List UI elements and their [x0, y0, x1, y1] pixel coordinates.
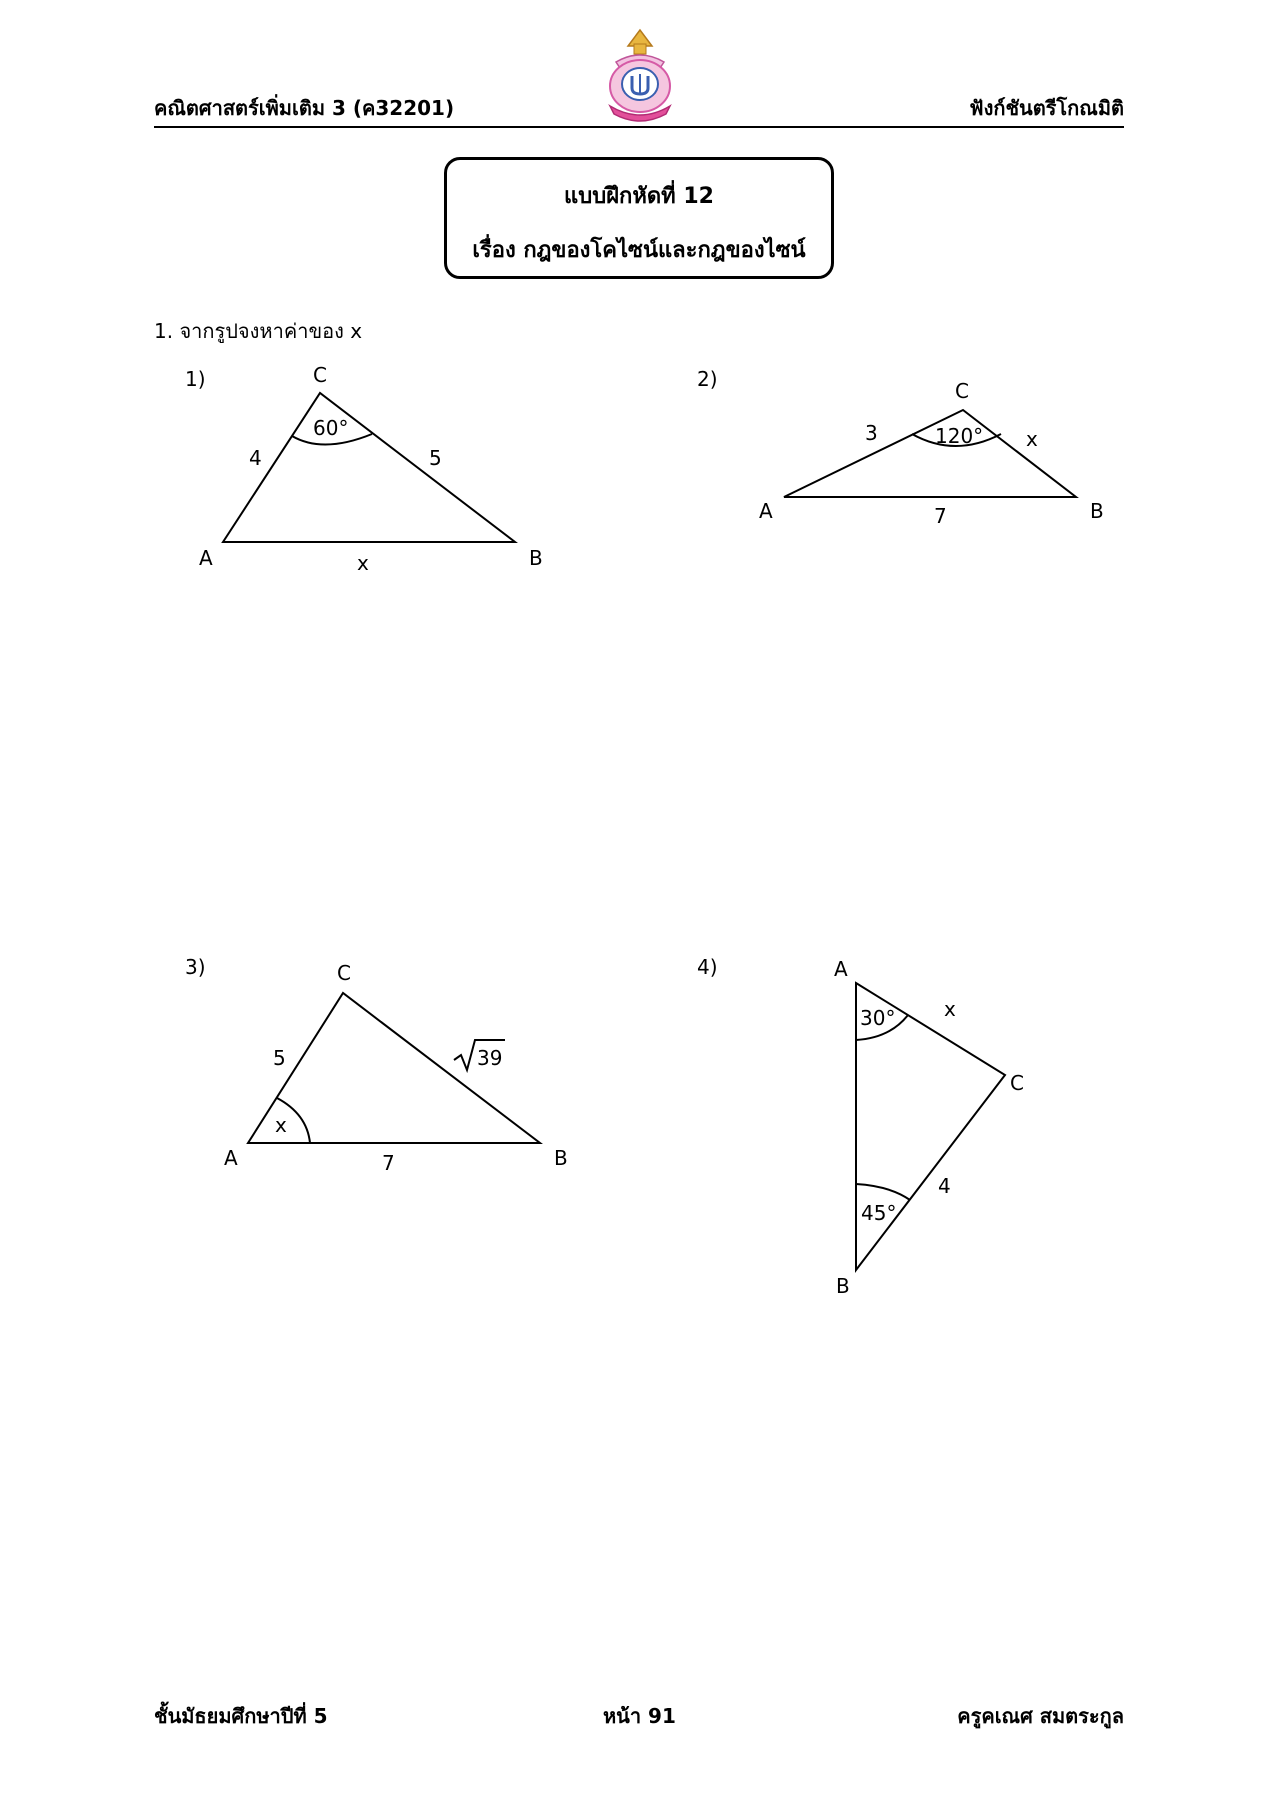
triangle-3	[224, 961, 568, 1175]
triangle-1-angle-c: 60°	[313, 416, 349, 440]
triangle-1	[199, 363, 543, 575]
question-text: 1. จากรูปจงหาค่าของ x	[154, 319, 363, 343]
triangle-4-angle-b-arc	[856, 1184, 910, 1200]
triangle-2-side-bc: x	[1026, 427, 1038, 451]
triangle-1-side-ac: 4	[249, 446, 262, 470]
problem-1-label: 1)	[185, 367, 206, 391]
triangle-1-vertex-c: C	[313, 363, 327, 387]
problem-4-label: 4)	[697, 955, 718, 979]
triangle-1-vertex-a: A	[199, 546, 213, 570]
triangle-2	[759, 379, 1104, 528]
triangle-2-vertex-c: C	[955, 379, 969, 403]
course-title: คณิตศาสตร์เพิ่มเติม 3 (ค32201)	[154, 96, 455, 120]
triangle-2-side-ac: 3	[865, 421, 878, 445]
triangle-2-side-ab: 7	[934, 504, 947, 528]
triangle-4-angle-b: 45°	[861, 1201, 897, 1225]
triangle-3-vertex-c: C	[337, 961, 351, 985]
problem-3-label: 3)	[185, 955, 206, 979]
triangle-3-side-ab: 7	[382, 1151, 395, 1175]
triangle-1-vertex-b: B	[529, 546, 543, 570]
exercise-number: แบบฝึกหัดที่ 12	[564, 184, 714, 209]
triangle-4-vertex-c: C	[1010, 1071, 1024, 1095]
footer-grade: ชั้นมัธยมศึกษาปีที่ 5	[154, 1704, 328, 1728]
problem-2-label: 2)	[697, 367, 718, 391]
triangle-2-angle-c: 120°	[935, 424, 984, 448]
triangle-3-vertex-b: B	[554, 1146, 568, 1170]
triangle-3-side-ac: 5	[273, 1046, 286, 1070]
triangle-2-vertex-a: A	[759, 499, 773, 523]
exercise-topic: เรื่อง กฎของโคไซน์และกฎของไซน์	[472, 238, 806, 263]
triangle-4	[834, 957, 1024, 1298]
triangle-3-vertex-a: A	[224, 1146, 238, 1170]
chapter-title: ฟังก์ชันตรีโกณมิติ	[969, 96, 1124, 120]
triangle-4-angle-a: 30°	[860, 1006, 896, 1030]
triangle-1-shape	[223, 393, 515, 542]
triangle-2-vertex-b: B	[1090, 499, 1104, 523]
triangle-4-side-ac: x	[944, 997, 956, 1021]
triangle-3-angle-a: x	[275, 1113, 287, 1137]
triangle-1-side-bc: 5	[429, 446, 442, 470]
triangle-4-side-bc: 4	[938, 1174, 951, 1198]
triangle-1-side-ab: x	[357, 551, 369, 575]
triangle-3-side-bc: 39	[477, 1046, 503, 1070]
footer-teacher: ครูคเณศ สมตระกูล	[957, 1704, 1124, 1728]
triangle-2-shape	[784, 410, 1076, 497]
triangle-4-vertex-b: B	[836, 1274, 850, 1298]
triangle-4-vertex-a: A	[834, 957, 848, 981]
footer-page-number: หน้า 91	[603, 1704, 676, 1728]
